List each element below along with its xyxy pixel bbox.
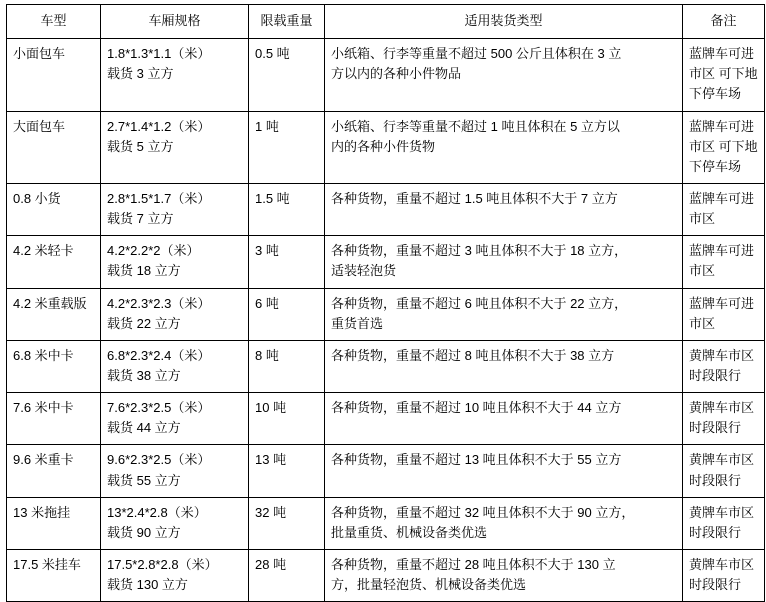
- cell-remarks-line: 时段限行: [689, 524, 742, 540]
- cell-cargo-type: [325, 340, 683, 392]
- cell-compartment-spec: [101, 393, 249, 445]
- cell-load-limit: 13 吨: [249, 445, 325, 497]
- cell-remarks-line: 蓝牌车可进: [689, 118, 755, 134]
- cell-remarks: [683, 183, 765, 235]
- cell-cargo-type-line: 适装轻泡货: [331, 263, 397, 279]
- cell-remarks: [683, 288, 765, 340]
- cell-remarks-line: 时段限行: [689, 367, 742, 383]
- cell-compartment-spec-line: 2.7*1.4*1.2（米）: [107, 118, 211, 134]
- cell-remarks-line: 时段限行: [689, 577, 742, 593]
- column-header-vehicle-type: 车型: [7, 5, 101, 39]
- cell-vehicle-type: 小面包车: [7, 39, 101, 111]
- cell-remarks-line: 蓝牌车可进: [689, 295, 755, 311]
- cell-load-limit: 6 吨: [249, 288, 325, 340]
- cell-load-limit: 28 吨: [249, 549, 325, 601]
- cell-cargo-type-line: 小纸箱、行李等重量不超过 500 公斤且体积在 3 立: [331, 46, 622, 62]
- cell-cargo-type-line: 小纸箱、行李等重量不超过 1 吨且体积在 5 立方以: [331, 118, 620, 134]
- table-row: [7, 393, 765, 445]
- cell-remarks: [683, 445, 765, 497]
- table-row: [7, 497, 765, 549]
- cell-cargo-type: [325, 445, 683, 497]
- cell-remarks-line: 时段限行: [689, 420, 742, 436]
- table-row: [7, 183, 765, 235]
- cell-cargo-type-line: 各种货物，重量不超过 6 吨且体积不大于 22 立方，: [331, 295, 628, 311]
- cell-cargo-type-line: 各种货物，重量不超过 13 吨且体积不大于 55 立方: [331, 452, 622, 468]
- cell-cargo-type-line: 各种货物，重量不超过 3 吨且体积不大于 18 立方，: [331, 243, 628, 259]
- cell-cargo-type-line: 各种货物，重量不超过 32 吨且体积不大于 90 立方，: [331, 504, 635, 520]
- cell-vehicle-type: 4.2 米重载版: [7, 288, 101, 340]
- cell-remarks-line: 市区: [689, 315, 716, 331]
- cell-remarks-line: 黄牌车市区: [689, 504, 755, 520]
- cell-cargo-type: [325, 497, 683, 549]
- column-header-load-limit: 限载重量: [249, 5, 325, 39]
- cell-cargo-type-line: 内的各种小件货物: [331, 138, 436, 154]
- cell-compartment-spec-line: 7.6*2.3*2.5（米）: [107, 400, 211, 416]
- cell-compartment-spec-line: 载货 22 立方: [107, 315, 181, 331]
- cell-load-limit: 32 吨: [249, 497, 325, 549]
- cell-remarks: [683, 236, 765, 288]
- cell-remarks-line: 黄牌车市区: [689, 556, 755, 572]
- cell-vehicle-type: 4.2 米轻卡: [7, 236, 101, 288]
- cell-compartment-spec-line: 载货 18 立方: [107, 263, 181, 279]
- cell-remarks: [683, 393, 765, 445]
- cell-load-limit: 1 吨: [249, 111, 325, 183]
- cell-compartment-spec-line: 载货 5 立方: [107, 138, 174, 154]
- cell-compartment-spec-line: 载货 90 立方: [107, 524, 181, 540]
- cell-compartment-spec-line: 载货 38 立方: [107, 367, 181, 383]
- cell-load-limit: 10 吨: [249, 393, 325, 445]
- cell-compartment-spec-line: 2.8*1.5*1.7（米）: [107, 190, 211, 206]
- cell-vehicle-type: 0.8 小货: [7, 183, 101, 235]
- cell-load-limit: 1.5 吨: [249, 183, 325, 235]
- cell-cargo-type: [325, 236, 683, 288]
- column-header-remarks: 备注: [683, 5, 765, 39]
- cell-compartment-spec-line: 载货 55 立方: [107, 472, 181, 488]
- cell-remarks: [683, 111, 765, 183]
- cell-cargo-type: [325, 288, 683, 340]
- cell-cargo-type-line: 方，批量轻泡货、机械设备类优选: [331, 577, 527, 593]
- cell-compartment-spec: [101, 445, 249, 497]
- cell-remarks-line: 黄牌车市区: [689, 400, 755, 416]
- cell-compartment-spec-line: 1.8*1.3*1.1（米）: [107, 46, 211, 62]
- cell-remarks-line: 下停车场: [689, 86, 742, 102]
- cell-compartment-spec-line: 载货 130 立方: [107, 577, 188, 593]
- cell-cargo-type-line: 各种货物，重量不超过 28 吨且体积不大于 130 立: [331, 556, 616, 572]
- vehicle-spec-table: [6, 4, 765, 602]
- cell-remarks-line: 黄牌车市区: [689, 347, 755, 363]
- cell-remarks-line: 黄牌车市区: [689, 452, 755, 468]
- cell-compartment-spec: [101, 236, 249, 288]
- cell-remarks-line: 市区: [689, 211, 716, 227]
- cell-load-limit: 8 吨: [249, 340, 325, 392]
- cell-remarks: [683, 497, 765, 549]
- cell-remarks-line: 时段限行: [689, 472, 742, 488]
- cell-load-limit: 0.5 吨: [249, 39, 325, 111]
- column-header-compartment-spec: 车厢规格: [101, 5, 249, 39]
- cell-compartment-spec: [101, 111, 249, 183]
- cell-compartment-spec: [101, 549, 249, 601]
- cell-cargo-type: [325, 111, 683, 183]
- cell-cargo-type-line: 各种货物，重量不超过 1.5 吨且体积不大于 7 立方: [331, 190, 618, 206]
- cell-remarks-line: 下停车场: [689, 158, 742, 174]
- cell-cargo-type: [325, 549, 683, 601]
- table-header-row: [7, 5, 765, 39]
- cell-remarks: [683, 549, 765, 601]
- cell-remarks-line: 市区 可下地: [689, 66, 758, 82]
- cell-compartment-spec-line: 载货 7 立方: [107, 211, 174, 227]
- cell-cargo-type-line: 各种货物，重量不超过 8 吨且体积不大于 38 立方: [331, 347, 615, 363]
- cell-load-limit: 3 吨: [249, 236, 325, 288]
- cell-cargo-type: [325, 393, 683, 445]
- cell-remarks-line: 市区 可下地: [689, 138, 758, 154]
- cell-cargo-type-line: 批量重货、机械设备类优选: [331, 524, 488, 540]
- cell-remarks: [683, 39, 765, 111]
- table-row: [7, 445, 765, 497]
- cell-compartment-spec: [101, 39, 249, 111]
- cell-cargo-type-line: 各种货物，重量不超过 10 吨且体积不大于 44 立方: [331, 400, 622, 416]
- cell-vehicle-type: 9.6 米重卡: [7, 445, 101, 497]
- cell-cargo-type: [325, 39, 683, 111]
- table-row: [7, 340, 765, 392]
- cell-cargo-type-line: 方以内的各种小件物品: [331, 66, 462, 82]
- cell-vehicle-type: 7.6 米中卡: [7, 393, 101, 445]
- cell-remarks-line: 蓝牌车可进: [689, 46, 755, 62]
- cell-compartment-spec-line: 9.6*2.3*2.5（米）: [107, 452, 211, 468]
- table-header: [7, 5, 765, 39]
- cell-remarks: [683, 340, 765, 392]
- cell-remarks-line: 蓝牌车可进: [689, 243, 755, 259]
- cell-vehicle-type: 17.5 米挂车: [7, 549, 101, 601]
- table-row: [7, 288, 765, 340]
- cell-compartment-spec-line: 6.8*2.3*2.4（米）: [107, 347, 211, 363]
- cell-compartment-spec-line: 4.2*2.3*2.3（米）: [107, 295, 211, 311]
- table-row: [7, 111, 765, 183]
- table-row: [7, 236, 765, 288]
- cell-compartment-spec: [101, 497, 249, 549]
- cell-compartment-spec-line: 13*2.4*2.8（米）: [107, 504, 207, 520]
- cell-compartment-spec-line: 载货 44 立方: [107, 420, 181, 436]
- table-row: [7, 39, 765, 111]
- cell-compartment-spec: [101, 183, 249, 235]
- table-row: [7, 549, 765, 601]
- cell-compartment-spec-line: 17.5*2.8*2.8（米）: [107, 556, 218, 572]
- cell-compartment-spec: [101, 288, 249, 340]
- table-body: [7, 39, 765, 602]
- cell-compartment-spec-line: 4.2*2.2*2（米）: [107, 243, 200, 259]
- cell-vehicle-type: 6.8 米中卡: [7, 340, 101, 392]
- cell-remarks-line: 蓝牌车可进: [689, 190, 755, 206]
- cell-compartment-spec-line: 载货 3 立方: [107, 66, 174, 82]
- cell-vehicle-type: 大面包车: [7, 111, 101, 183]
- cell-vehicle-type: 13 米拖挂: [7, 497, 101, 549]
- cell-compartment-spec: [101, 340, 249, 392]
- column-header-cargo-type: 适用装货类型: [325, 5, 683, 39]
- cell-cargo-type: [325, 183, 683, 235]
- cell-remarks-line: 市区: [689, 263, 716, 279]
- cell-cargo-type-line: 重货首选: [331, 315, 384, 331]
